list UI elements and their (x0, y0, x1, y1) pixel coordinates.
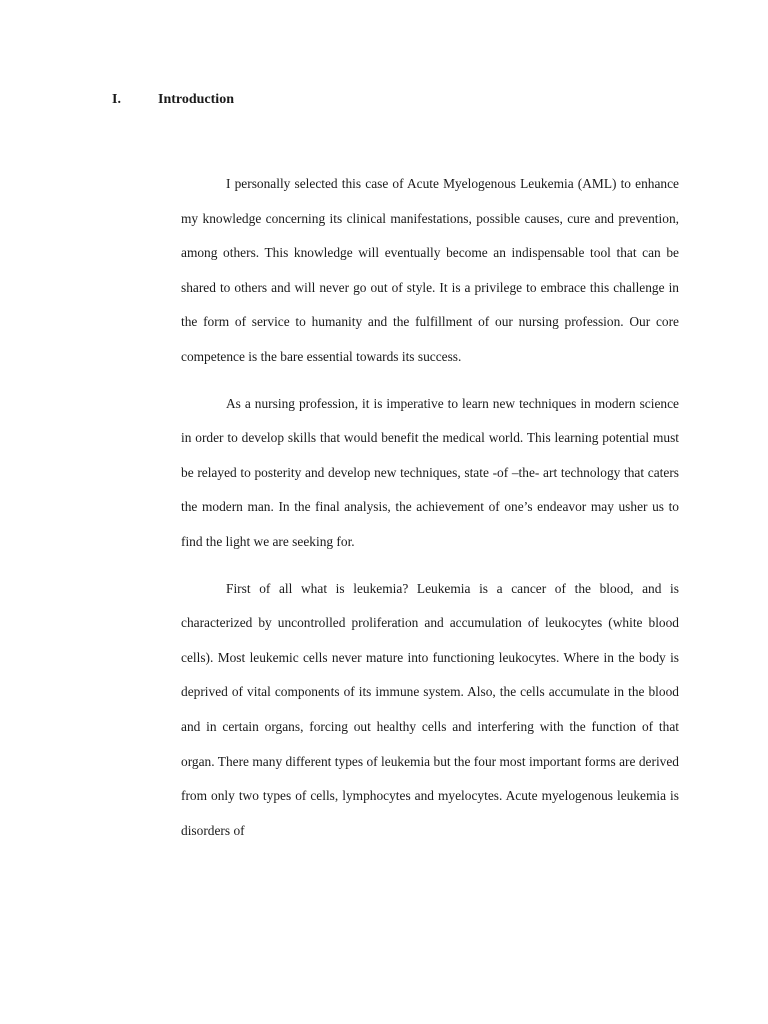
section-number: I. (112, 92, 121, 107)
section-title: Introduction (158, 92, 234, 107)
paragraph-1: I personally selected this case of Acute Myelogenous Leukemia (AML) to enhance my knowledge concerning its clinical manifestations, possible causes, cure and prevention, among others. This knowledge will eventually become an indispensable tool that can be shared to others and will never go out of style. It is a privilege to embrace this challenge in the form of service to humanity and the fulfillment of our nursing profession. Our core competence is the bare essential towards its success. (181, 176, 679, 364)
paragraph-2: As a nursing profession, it is imperative to learn new techniques in modern science in order to develop skills that would benefit the medical world. This learning potential must be relayed to posterity and develop new techniques, state -of –the- art technology that caters the modern man. In the final analysis, the achievement of one’s endeavor may usher us to find the light we are seeking for. (181, 395, 679, 549)
body-text (181, 167, 679, 860)
paragraph-3: First of all what is leukemia? Leukemia is a cancer of the blood, and is characterized by uncontrolled proliferation and accumulation of leukocytes (white blood cells). Most leukemic cells never mature into functioning leukocytes. Where in the body is deprived of vital components of its immune system. Also, the cells accumulate in the blood and in certain organs, forcing out healthy cells and interfering with the function of that organ. There many different types of leukemia but the four most important forms are derived from only two types of cells, lymphocytes and myelocytes. Acute myelogenous leukemia is disorders of (181, 580, 679, 838)
